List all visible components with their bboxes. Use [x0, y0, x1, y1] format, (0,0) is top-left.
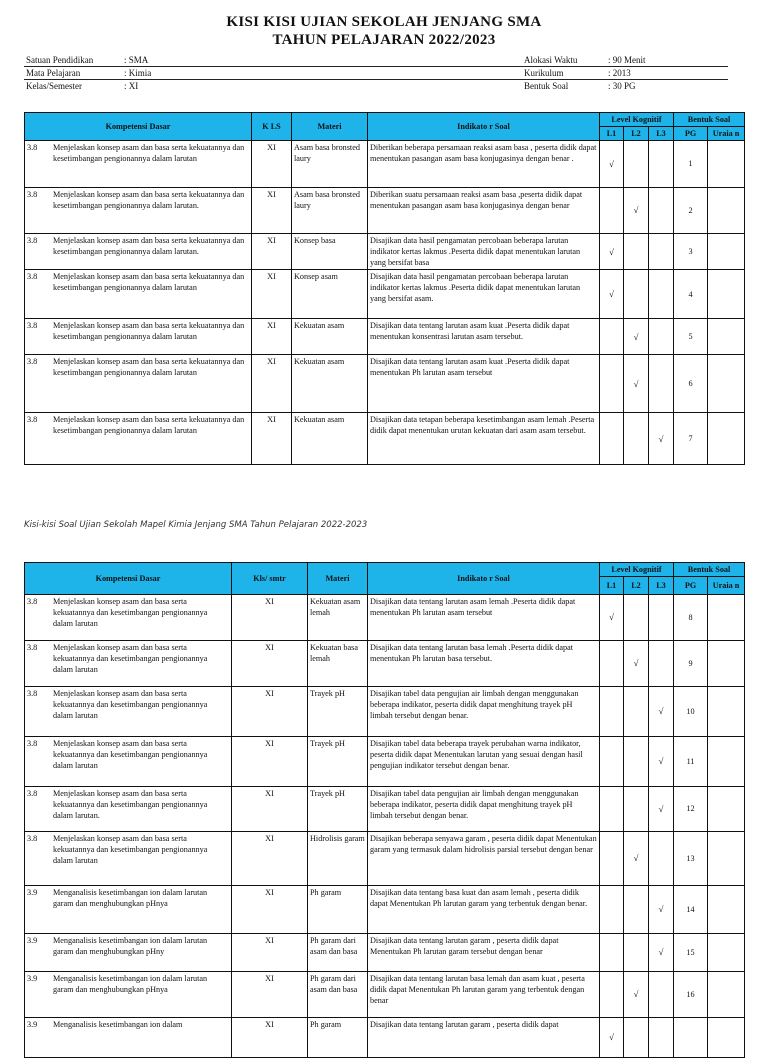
materi-cell: Kekuatan basa lemah — [308, 641, 368, 687]
kelas-cell: XI — [252, 188, 292, 234]
meta-value: : SMA — [124, 55, 149, 65]
table-row — [25, 595, 745, 641]
meta-value: : XI — [124, 81, 139, 91]
kd-cell — [25, 787, 232, 832]
l1-check: √ — [600, 234, 624, 270]
header-kelas-semester: Kls/ smtr — [232, 563, 308, 595]
document-subtitle: TAHUN PELAJARAN 2022/2023 — [272, 32, 496, 48]
l1-check — [600, 832, 624, 886]
kd-number: 3.8 — [27, 143, 38, 152]
kisi-table-2 — [24, 562, 745, 1058]
header-materi: Materi — [308, 563, 368, 595]
l3-check — [649, 972, 674, 1018]
header-pg: PG — [674, 577, 708, 595]
table-row — [25, 413, 745, 465]
indikator-cell: Disajikan tabel data pengujian air limbah dengan menggunakan beberapa indikator, peserta didik dapat menghitung trayek pH limbah tersebut dengan benar. — [368, 687, 600, 737]
kd-number: 3.8 — [27, 357, 38, 367]
materi-cell: Trayek pH — [308, 687, 368, 737]
indikator-cell: Disajikan data tentang larutan basa lemah dan asam kuat , peserta didik dapat Menentukan Ph larutan garam yang terbentuk dengan benar — [368, 972, 600, 1018]
kd-cell — [25, 234, 252, 270]
kelas-cell: XI — [232, 737, 308, 787]
l2-check: √ — [624, 355, 649, 413]
kelas-cell: XI — [232, 641, 308, 687]
header-pg: PG — [674, 127, 708, 141]
l1-check — [600, 787, 624, 832]
materi-cell: Kekuatan asam lemah — [308, 595, 368, 641]
l2-check: √ — [624, 832, 649, 886]
kd-cell — [25, 886, 232, 934]
l3-check — [649, 832, 674, 886]
kd-text: Menjelaskan konsep asam dan basa serta kekuatannya dan kesetimbangan pengionannya dalam larutan — [53, 597, 208, 629]
l1-check — [600, 886, 624, 934]
l3-check: √ — [649, 737, 674, 787]
kelas-cell: XI — [252, 319, 292, 355]
kd-cell — [25, 687, 232, 737]
kd-cell — [25, 188, 252, 234]
kelas-cell: XI — [252, 234, 292, 270]
pg-number: 12 — [674, 787, 708, 832]
kd-number: 3.9 — [27, 1020, 38, 1029]
kd-cell — [25, 141, 252, 188]
uraian-cell — [708, 687, 745, 737]
l1-check — [600, 737, 624, 787]
kd-number: 3.8 — [27, 789, 38, 798]
l3-check — [649, 355, 674, 413]
l1-check — [600, 687, 624, 737]
kd-number: 3.8 — [27, 643, 38, 652]
kd-text: Menganalisis kesetimbangan ion dalam larutan garam dan menghubungkan pHnya — [53, 888, 208, 909]
l2-check: √ — [624, 188, 649, 234]
l3-check — [649, 234, 674, 270]
l2-check: √ — [624, 641, 649, 687]
kelas-cell: XI — [232, 934, 308, 972]
indikator-cell: Disajikan data tentang basa kuat dan asam lemah , peserta didik dapat Menentukan Ph larutan garam yang terbentuk dengan benar. — [368, 886, 600, 934]
l1-check — [600, 934, 624, 972]
l1-check: √ — [600, 270, 624, 319]
meta-rule — [24, 66, 728, 67]
document-title: KISI KISI UJIAN SEKOLAH JENJANG SMA — [226, 14, 542, 30]
l2-check — [624, 413, 649, 465]
header-indikator: Indikato r Soal — [368, 113, 600, 141]
meta-label: Kelas/Semester — [26, 81, 82, 91]
header-kelas: K LS — [252, 113, 292, 141]
kelas-cell: XI — [232, 1018, 308, 1058]
l3-check — [649, 641, 674, 687]
materi-cell: Ph garam — [308, 886, 368, 934]
kd-number: 3.8 — [27, 597, 38, 606]
kd-text: Menjelaskan konsep asam dan basa serta kekuatannya dan kesetimbangan pengionannya dalam larutan — [53, 415, 245, 436]
page-footer-note: Kisi-kisi Soal Ujian Sekolah Mapel Kimia Jenjang SMA Tahun Pelajaran 2022-2023 — [24, 520, 368, 530]
header-indikator: Indikato r Soal — [368, 563, 600, 595]
l2-check — [624, 934, 649, 972]
kd-text: Menjelaskan konsep asam dan basa serta kekuatannya dan kesetimbangan pengionannya dalam larutan — [53, 357, 245, 378]
l3-check: √ — [649, 687, 674, 737]
l3-check — [649, 595, 674, 641]
l2-check — [624, 787, 649, 832]
uraian-cell — [708, 832, 745, 886]
kd-text: Menjelaskan konsep asam dan basa serta kekuatannya dan kesetimbangan pengionannya dalam larutan — [53, 739, 208, 771]
l1-check — [600, 188, 624, 234]
l2-check — [624, 737, 649, 787]
l3-check — [649, 188, 674, 234]
l1-check — [600, 641, 624, 687]
uraian-cell — [708, 787, 745, 832]
materi-cell: Trayek pH — [308, 787, 368, 832]
meta-value: : 30 PG — [608, 81, 636, 91]
table-row — [25, 737, 745, 787]
pg-number: 16 — [674, 972, 708, 1018]
l2-check: √ — [624, 319, 649, 355]
kd-text: Menganalisis kesetimbangan ion dalam — [53, 1020, 183, 1029]
uraian-cell — [708, 141, 745, 188]
pg-number: 10 — [674, 687, 708, 737]
kd-text: Menjelaskan konsep asam dan basa serta kekuatannya dan kesetimbangan pengionannya dalam larutan — [53, 643, 208, 675]
kd-cell — [25, 641, 232, 687]
materi-cell: Hidrolisis garam — [308, 832, 368, 886]
kelas-cell: XI — [232, 687, 308, 737]
pg-number: 9 — [674, 641, 708, 687]
kd-number: 3.9 — [27, 974, 38, 983]
table-row — [25, 141, 745, 188]
table-row — [25, 832, 745, 886]
l2-check — [624, 270, 649, 319]
indikator-cell: Diberikan beberapa persamaan reaksi asam basa , peserta didik dapat menentukan pasangan asam basa konjugasinya dengan benar . — [368, 141, 600, 188]
l3-check — [649, 270, 674, 319]
materi-cell: Trayek pH — [308, 737, 368, 787]
indikator-cell: Disajikan data tentang larutan asam lemah .Peserta didik dapat menentukan Ph larutan asam tersebut — [368, 595, 600, 641]
kd-number: 3.9 — [27, 936, 38, 945]
l3-check: √ — [649, 934, 674, 972]
pg-number: 13 — [674, 832, 708, 886]
header-level-kognitif: Level Kognitif — [600, 113, 674, 127]
materi-cell: Kekuatan asam — [292, 319, 368, 355]
uraian-cell — [708, 972, 745, 1018]
l3-check: √ — [649, 413, 674, 465]
uraian-cell — [708, 234, 745, 270]
meta-label: Kurikulum — [524, 68, 564, 78]
kd-number: 3.8 — [27, 415, 38, 425]
kelas-cell: XI — [232, 595, 308, 641]
kd-text: Menganalisis kesetimbangan ion dalam larutan garam dan menghubungkan pHnya — [53, 974, 208, 995]
kd-cell — [25, 270, 252, 319]
pg-number: 6 — [674, 355, 708, 413]
uraian-cell — [708, 355, 745, 413]
indikator-cell: Disajikan data tentang larutan garam , peserta didik dapat Menentukan Ph larutan garam tersebut dengan benar — [368, 934, 600, 972]
pg-number: 1 — [674, 141, 708, 188]
l1-check — [600, 413, 624, 465]
kd-cell — [25, 413, 252, 465]
meta-value: : Kimia — [124, 68, 152, 78]
kd-text: Menjelaskan konsep asam dan basa serta kekuatannya dan kesetimbangan pengionannya dalam larutan — [53, 834, 208, 866]
meta-value: : 2013 — [608, 68, 631, 78]
l2-check: √ — [624, 972, 649, 1018]
materi-cell: Kekuatan asam — [292, 413, 368, 465]
table-row — [25, 641, 745, 687]
kd-cell — [25, 972, 232, 1018]
l1-check: √ — [600, 141, 624, 188]
materi-cell: Asam basa bronsted laury — [292, 188, 368, 234]
kd-cell — [25, 934, 232, 972]
indikator-cell: Disajikan data tentang larutan garam , peserta didik dapat — [368, 1018, 600, 1058]
kd-cell — [25, 319, 252, 355]
kd-cell — [25, 355, 252, 413]
kd-number: 3.8 — [27, 689, 38, 698]
kelas-cell: XI — [252, 413, 292, 465]
materi-cell: Ph garam dari asam dan basa — [308, 972, 368, 1018]
kelas-cell: XI — [252, 355, 292, 413]
kelas-cell: XI — [232, 787, 308, 832]
kd-number: 3.8 — [27, 236, 38, 245]
kd-text: Menjelaskan konsep asam dan basa serta kekuatannya dan kesetimbangan pengionannya dalam larutan. — [53, 236, 245, 257]
header-uraian: Uraia n — [708, 127, 745, 141]
kd-number: 3.8 — [27, 739, 38, 748]
table-row — [25, 787, 745, 832]
uraian-cell — [708, 270, 745, 319]
uraian-cell — [708, 641, 745, 687]
kelas-cell: XI — [232, 832, 308, 886]
pg-number: 11 — [674, 737, 708, 787]
pg-number: 8 — [674, 595, 708, 641]
table-row — [25, 687, 745, 737]
l2-check — [624, 595, 649, 641]
l1-check — [600, 972, 624, 1018]
indikator-cell: Disajikan data tentang larutan asam kuat .Peserta didik dapat menentukan konsentrasi larutan asam tersebut. — [368, 319, 600, 355]
header-l2: L2 — [624, 127, 649, 141]
materi-cell: Konsep asam — [292, 270, 368, 319]
table-row — [25, 270, 745, 319]
meta-label: Alokasi Waktu — [524, 55, 578, 65]
l3-check: √ — [649, 787, 674, 832]
l1-check — [600, 319, 624, 355]
kd-text: Menjelaskan konsep asam dan basa serta kekuatannya dan kesetimbangan pengionannya dalam larutan. — [53, 789, 208, 821]
l1-check: √ — [600, 595, 624, 641]
header-kompetensi-dasar: Kompetensi Dasar — [25, 113, 252, 141]
uraian-cell — [708, 188, 745, 234]
table-row — [25, 972, 745, 1018]
kd-cell — [25, 737, 232, 787]
materi-cell: Kekuatan asam — [292, 355, 368, 413]
l1-check — [600, 355, 624, 413]
l3-check — [649, 319, 674, 355]
l3-check — [649, 141, 674, 188]
pg-number: 5 — [674, 319, 708, 355]
uraian-cell — [708, 737, 745, 787]
l2-check — [624, 234, 649, 270]
pg-number: 15 — [674, 934, 708, 972]
header-l1: L1 — [600, 127, 624, 141]
indikator-cell: Disajikan data tetapan beberapa kesetimbangan asam lemah .Peserta didik dapat menentukan urutan kekuatan dari asam asam tersebut. — [368, 413, 600, 465]
meta-rule — [24, 79, 728, 80]
l1-check: √ — [600, 1018, 624, 1058]
header-l3: L3 — [649, 577, 674, 595]
l2-check — [624, 886, 649, 934]
materi-cell: Ph garam — [308, 1018, 368, 1058]
kelas-cell: XI — [232, 886, 308, 934]
kd-text: Menjelaskan konsep asam dan basa serta kekuatannya dan kesetimbangan pengionannya dalam larutan — [53, 272, 245, 293]
indikator-cell: Disajikan tabel data beberapa trayek perubahan warna indikator, peserta didik dapat Menentukan larutan yang sesuai dengan hasil pengujian indikator tersebut dengan benar. — [368, 737, 600, 787]
meta-label: Bentuk Soal — [524, 81, 569, 91]
materi-cell: Ph garam dari asam dan basa — [308, 934, 368, 972]
kd-number: 3.8 — [27, 272, 38, 282]
kelas-cell: XI — [252, 270, 292, 319]
materi-cell: Konsep basa — [292, 234, 368, 270]
indikator-cell: Disajikan data hasil pengamatan percobaan beberapa larutan indikator kertas lakmus .Peserta didik dapat menentukan larutan yang bersifat asam. — [368, 270, 600, 319]
header-bentuk-soal: Bentuk Soal — [674, 563, 745, 577]
kd-number: 3.9 — [27, 888, 38, 897]
meta-label: Satuan Pendidikan — [26, 55, 94, 65]
pg-number: 3 — [674, 234, 708, 270]
l2-check — [624, 141, 649, 188]
table-row — [25, 355, 745, 413]
kelas-cell: XI — [232, 972, 308, 1018]
kd-text: Menjelaskan konsep asam dan basa serta kekuatannya dan kesetimbangan pengionannya dalam larutan. — [53, 190, 245, 211]
meta-label: Mata Pelajaran — [26, 68, 81, 78]
header-kompetensi-dasar: Kompetensi Dasar — [25, 563, 232, 595]
kd-number: 3.8 — [27, 190, 38, 199]
uraian-cell — [708, 934, 745, 972]
kd-number: 3.8 — [27, 834, 38, 843]
header-bentuk-soal: Bentuk Soal — [674, 113, 745, 127]
pg-number: 4 — [674, 270, 708, 319]
table-row — [25, 886, 745, 934]
kd-text: Menganalisis kesetimbangan ion dalam larutan garam dan menghubungkan pHny — [53, 936, 208, 957]
header-level-kognitif: Level Kognitif — [600, 563, 674, 577]
kisi-table-1 — [24, 112, 745, 465]
kd-text: Menjelaskan konsep asam dan basa serta kekuatannya dan kesetimbangan pengionannya dalam larutan — [53, 321, 245, 342]
kd-cell — [25, 595, 232, 641]
uraian-cell — [708, 319, 745, 355]
table-row — [25, 188, 745, 234]
l3-check: √ — [649, 886, 674, 934]
kd-text: Menjelaskan konsep asam dan basa serta kekuatannya dan kesetimbangan pengionannya dalam larutan — [53, 143, 245, 164]
kelas-cell: XI — [252, 141, 292, 188]
indikator-cell: Disajikan tabel data pengujian air limbah dengan menggunakan beberapa indikator, peserta didik dapat menghitung trayek pH limbah tersebut dengan benar. — [368, 787, 600, 832]
indikator-cell: Disajikan data tentang larutan basa lemah .Peserta didik dapat menentukan Ph larutan basa tersebut. — [368, 641, 600, 687]
pg-number: 14 — [674, 886, 708, 934]
indikator-cell: Diberikan suatu persamaan reaksi asam basa ,peserta didik dapat menentukan pasangan asam basa konjugasinya dengan benar — [368, 188, 600, 234]
materi-cell: Asam basa bronsted laury — [292, 141, 368, 188]
header-l1: L1 — [600, 577, 624, 595]
meta-value: : 90 Menit — [608, 55, 646, 65]
indikator-cell: Disajikan beberapa senyawa garam , peserta didik dapat Menentukan garam yang termasuk dalam hidrolisis parsial tersebut dengan benar — [368, 832, 600, 886]
indikator-cell: Disajikan data tentang larutan asam kuat .Peserta didik dapat menentukan Ph larutan asam tersebut — [368, 355, 600, 413]
header-l2: L2 — [624, 577, 649, 595]
pg-number: 7 — [674, 413, 708, 465]
header-uraian: Uraia n — [708, 577, 745, 595]
table-row — [25, 319, 745, 355]
pg-number: 2 — [674, 188, 708, 234]
indikator-cell: Disajikan data hasil pengamatan percobaan beberapa larutan indikator kertas lakmus .Peserta didik dapat menentukan larutan yang bersifat basa — [368, 234, 600, 270]
kd-cell — [25, 832, 232, 886]
uraian-cell — [708, 413, 745, 465]
uraian-cell — [708, 886, 745, 934]
table-row — [25, 934, 745, 972]
uraian-cell — [708, 595, 745, 641]
kd-number: 3.8 — [27, 321, 38, 331]
header-l3: L3 — [649, 127, 674, 141]
table-row — [25, 234, 745, 270]
header-materi: Materi — [292, 113, 368, 141]
kd-text: Menjelaskan konsep asam dan basa serta kekuatannya dan kesetimbangan pengionannya dalam larutan — [53, 689, 208, 721]
l2-check — [624, 687, 649, 737]
